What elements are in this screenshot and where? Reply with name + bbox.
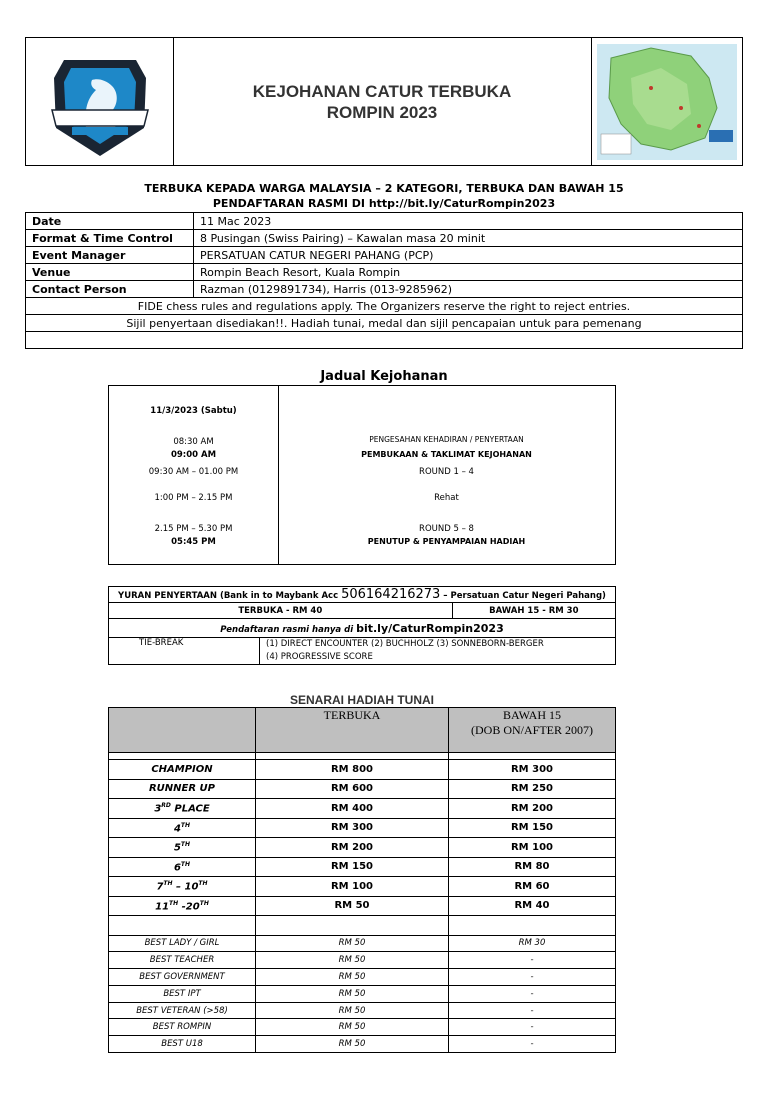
special-open: RM 50 [256,969,449,986]
info-row [26,230,743,247]
tiebreak-line: (1) DIRECT ENCOUNTER (2) BUCHHOLZ (3) SONNEBORN-BERGER [266,639,544,649]
special-label: BEST LADY / GIRL [109,935,256,952]
special-label: BEST U18 [109,1036,256,1053]
info-value: Razman (0129891734), Harris (013-9285962) [194,281,743,298]
empty-cell [449,916,616,936]
special-open: RM 50 [256,1019,449,1036]
tiebreak-label: TIE-BREAK [109,638,260,665]
rank-sup: TH [198,880,208,888]
u15-label: BAWAH 15 [502,708,562,722]
tiebreak-line: (4) PROGRESSIVE SCORE [266,652,373,662]
prize-special-row [109,1019,616,1036]
info-row [26,247,743,264]
rank-open: RM 200 [256,838,449,858]
special-u15: - [449,952,616,969]
fee-row [109,587,616,603]
special-open: RM 50 [256,935,449,952]
prize-header-row [109,708,616,753]
fee-title [109,587,616,603]
special-u15: - [449,985,616,1002]
tournament-title: KEJOHANAN CATUR TERBUKA [252,81,512,101]
prize-special-row [109,952,616,969]
special-open: RM 50 [256,1036,449,1053]
info-note-row [26,298,743,315]
schedule-time: 09:00 AM [170,450,217,460]
rank-open: RM 400 [256,799,449,819]
rank-open: RM 600 [256,779,449,799]
schedule-event: Rehat [434,493,459,503]
info-key: Date [26,213,194,230]
prize-table [108,707,616,1053]
schedule-time: 1:00 PM – 2.15 PM [154,493,233,503]
fide-rules-note: FIDE chess rules and regulations apply. The Organizers reserve the right to reject entries. [26,298,743,315]
rank-num: 4 [173,822,181,834]
rank-label [109,818,256,838]
rank-num: 3 [154,803,162,815]
prize-special-row [109,985,616,1002]
info-value: 11 Mac 2023 [194,213,743,230]
rank-num: 7 [156,881,164,893]
schedule-time: 09:30 AM – 01.00 PM [148,467,239,477]
schedule-event: PEMBUKAAN & TAKLIMAT KEJOHANAN [361,450,532,459]
empty-cell [256,916,449,936]
empty-cell [109,916,256,936]
reg-url: bit.ly/CaturRompin2023 [356,621,504,635]
special-label: BEST VETERAN (>58) [109,1002,256,1019]
u15-dob: (DOB ON/AFTER 2007) [471,723,593,737]
fee-row [109,603,616,619]
reg-prefix: Pendaftaran rasmi hanya di [220,624,357,635]
rank-u15: RM 250 [449,779,616,799]
fee-table [108,586,616,665]
special-open: RM 50 [256,952,449,969]
info-key: Event Manager [26,247,194,264]
fee-row [109,619,616,638]
prize-title: SENARAI HADIAH TUNAI [290,693,434,707]
schedule-times [109,386,279,564]
rank-u15: RM 150 [449,818,616,838]
schedule-date: 11/3/2023 (Sabtu) [150,406,237,416]
prize-rank-row [109,838,616,858]
info-value: Rompin Beach Resort, Kuala Rompin [194,264,743,281]
tiebreak-details [260,638,616,665]
schedule-time: 2.15 PM – 5.30 PM [154,524,233,534]
schedule-time: 05:45 PM [171,537,216,547]
info-key: Contact Person [26,281,194,298]
info-empty-row [26,332,743,349]
special-u15: - [449,969,616,986]
rank-num: 5 [173,842,181,854]
rank-u15: RM 60 [449,877,616,897]
fee-open: TERBUKA - RM 40 [109,603,453,619]
schedule-event: PENGESAHAN KEHADIRAN / PENYERTAAN [369,435,524,444]
pahang-chess-association-logo [26,38,173,165]
rank-num: 6 [173,861,181,873]
rank-u15: RM 200 [449,799,616,819]
prize-rank-row [109,877,616,897]
prize-header-u15 [449,708,616,753]
rank-num: 11 [155,900,170,912]
rank-label [109,877,256,897]
prize-rank-row [109,760,616,780]
title-cell [173,38,592,165]
rank-u15: RM 80 [449,857,616,877]
special-open: RM 50 [256,985,449,1002]
rank-label [109,896,256,916]
rank-open: RM 100 [256,877,449,897]
prize-special-row [109,935,616,952]
gap-row [109,753,616,760]
rank-open: RM 300 [256,818,449,838]
rank-label [109,838,256,858]
special-open: RM 50 [256,1002,449,1019]
rank-label: CHAMPION [109,760,256,780]
rank-u15: RM 40 [449,896,616,916]
rank-mid: – 10 [172,881,199,893]
rank-sup: TH [180,841,191,849]
schedule-events [278,386,615,564]
gap-cell [256,753,449,760]
map-cell [591,38,742,165]
rank-u15: RM 300 [449,760,616,780]
prize-special-row [109,1002,616,1019]
prize-rank-row [109,857,616,877]
eligibility-line: TERBUKA KEPADA WARGA MALAYSIA – 2 KATEGORI, TERBUKA DAN BAWAH 15 [144,182,624,195]
info-row [26,281,743,298]
tournament-subtitle: ROMPIN 2023 [326,102,438,122]
bank-account: 506164216273 [341,587,441,602]
schedule-event: ROUND 5 – 8 [419,524,474,534]
rank-sup: TH [180,860,191,868]
schedule-event: ROUND 1 – 4 [419,467,474,477]
special-label: BEST TEACHER [109,952,256,969]
special-u15: RM 30 [449,935,616,952]
fee-u15: BAWAH 15 - RM 30 [452,603,615,619]
fee-registration [109,619,616,638]
schedule-box [108,385,616,565]
schedule-title: Jadual Kejohanan [320,369,448,384]
info-row [26,264,743,281]
special-label: BEST GOVERNMENT [109,969,256,986]
certificate-note: Sijil penyertaan disediakan!!. Hadiah tunai, medal dan sijil pencapaian untuk para pemenang [26,315,743,332]
info-row [26,213,743,230]
logo-cell [26,38,174,165]
info-note-row [26,315,743,332]
rank-open: RM 150 [256,857,449,877]
schedule-time: 08:30 AM [173,437,214,447]
rank-u15: RM 100 [449,838,616,858]
rank-suffix: PLACE [170,803,210,815]
info-value: 8 Pusingan (Swiss Pairing) – Kawalan masa 20 minit [194,230,743,247]
prize-rank-row [109,818,616,838]
rank-sup: TH [180,821,191,829]
prize-header-open: TERBUKA [256,708,449,753]
rank-label [109,857,256,877]
prize-rank-row [109,779,616,799]
rank-open: RM 800 [256,760,449,780]
pahang-map-image [591,38,741,165]
info-key: Venue [26,264,194,281]
gap-cell [109,753,256,760]
rank-open: RM 50 [256,896,449,916]
prize-rank-row [109,896,616,916]
header-box [25,37,743,166]
fee-prefix: YURAN PENYERTAAN (Bank in to Maybank Acc [118,591,342,601]
rank-sup: RD [161,802,171,810]
gap-cell [449,753,616,760]
rank-sup: TH [169,899,179,907]
empty-cell [26,332,743,349]
info-table [25,212,743,349]
special-u15: - [449,1019,616,1036]
special-u15: - [449,1036,616,1053]
prize-empty-row [109,916,616,936]
rank-sup: TH [199,899,209,907]
rank-mid: -20 [178,900,200,912]
prize-special-row [109,969,616,986]
prize-rank-row [109,799,616,819]
info-key: Format & Time Control [26,230,194,247]
rank-label [109,799,256,819]
prize-header-empty [109,708,256,753]
fee-row [109,638,616,665]
special-u15: - [449,1002,616,1019]
special-label: BEST IPT [109,985,256,1002]
prize-special-row [109,1036,616,1053]
schedule-event: PENUTUP & PENYAMPAIAN HADIAH [367,537,526,546]
info-value: PERSATUAN CATUR NEGERI PAHANG (PCP) [194,247,743,264]
special-label: BEST ROMPIN [109,1019,256,1036]
rank-sup: TH [163,880,173,888]
fee-suffix: – Persatuan Catur Negeri Pahang) [440,591,606,601]
rank-label: RUNNER UP [109,779,256,799]
registration-line: PENDAFTARAN RASMI DI http://bit.ly/CaturRompin2023 [212,197,556,210]
